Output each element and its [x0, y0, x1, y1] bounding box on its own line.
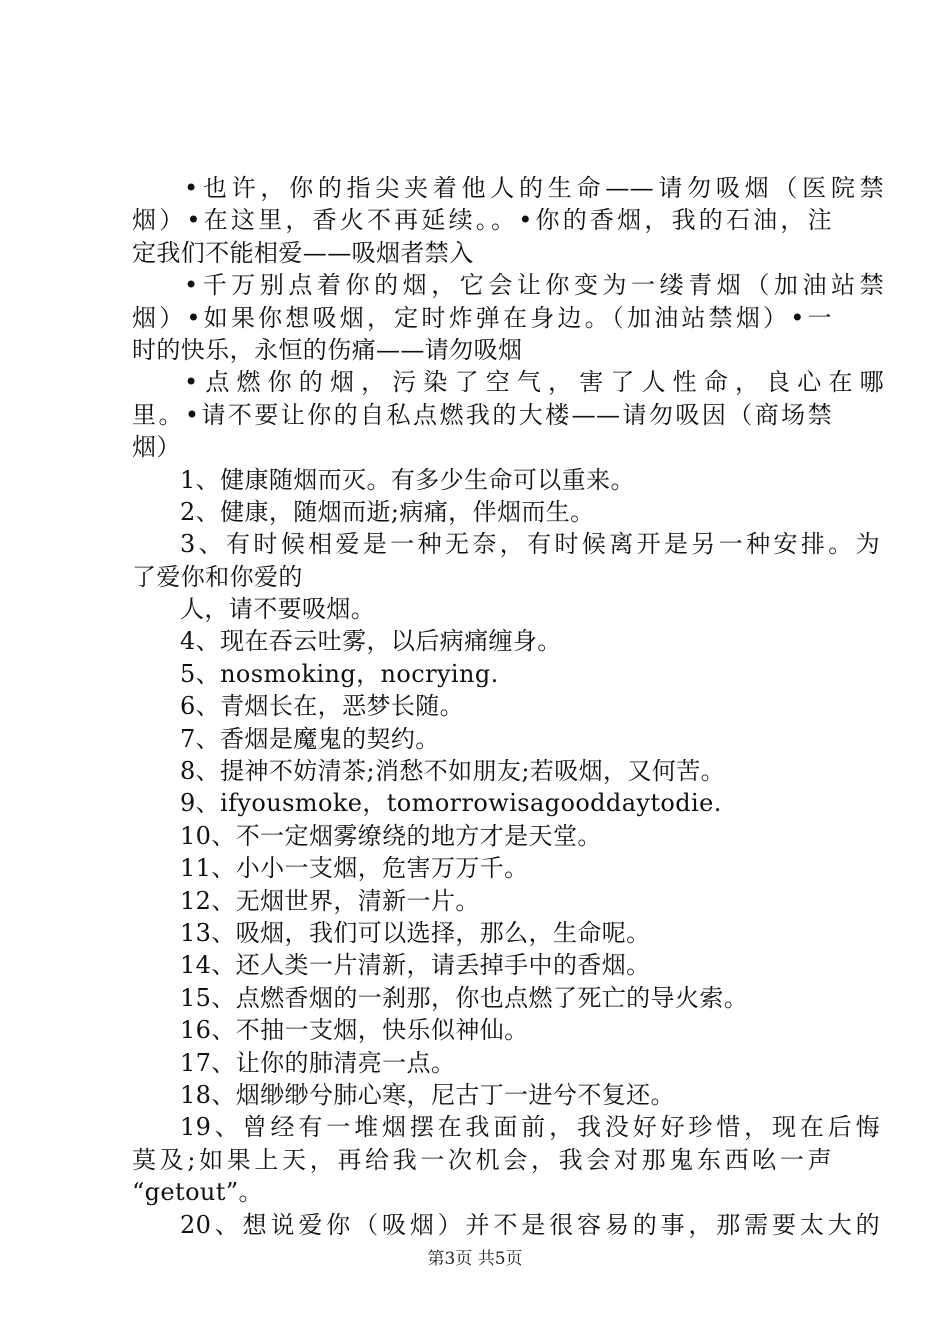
text-line: 人，请不要吸烟。: [180, 595, 376, 624]
list-item: 9、ifyousmoke，tomorrowisagooddaytodie.: [180, 789, 722, 818]
text-line: “getout”。: [132, 1178, 263, 1207]
list-item: 1、健康随烟而灭。有多少生命可以重来。: [180, 465, 635, 494]
list-item: 10、不一定烟雾缭绕的地方才是天堂。: [180, 821, 602, 850]
list-item: 2、健康，随烟而逝;病痛，伴烟而生。: [180, 497, 595, 526]
text-line: 莫及;如果上天，再给我一次机会，我会对那鬼东西吆一声: [132, 1145, 832, 1174]
text-line: 时的快乐，永恒的伤痛——请勿吸烟: [132, 335, 523, 364]
text-line: 烟）•如果你想吸烟，定时炸弹在身边。（加油站禁烟）•一: [132, 303, 832, 332]
list-item: 14、还人类一片清新，请丢掉手中的香烟。: [180, 951, 651, 980]
text-line: 定我们不能相爱——吸烟者禁入: [132, 238, 474, 267]
text-line: •也许，你的指尖夹着他人的生命——请勿吸烟（医院禁: [184, 174, 884, 202]
text-line: •点燃你的烟，污染了空气，害了人性命，良心在哪: [184, 368, 884, 397]
list-item: 5、nosmoking，nocrying.: [180, 659, 499, 688]
list-item: 19、曾经有一堆烟摆在我面前，我没好好珍惜，现在后悔: [180, 1113, 880, 1142]
text-line: •千万别点着你的烟，它会让你变为一缕青烟（加油站禁: [184, 271, 884, 300]
list-item: 6、青烟长在，恶梦长随。: [180, 692, 465, 721]
text-line: 了爱你和你爱的: [132, 562, 303, 591]
text-line: 烟）•在这里，香火不再延续。。•你的香烟，我的石油，注: [132, 206, 832, 235]
text-line: 烟）: [132, 433, 181, 462]
list-item: 3、有时候相爱是一种无奈，有时候离开是另一种安排。为: [180, 530, 880, 559]
list-item: 17、让你的肺清亮一点。: [180, 1048, 456, 1077]
text-line: 里。•请不要让你的自私点燃我的大楼——请勿吸因（商场禁: [132, 400, 832, 429]
document-body: [132, 172, 884, 1241]
page-number-footer: 第3页 共5页: [427, 1249, 523, 1269]
list-item: 8、提神不妨清茶;消愁不如朋友;若吸烟，又何苦。: [180, 757, 726, 786]
list-item: 7、香烟是魔鬼的契约。: [180, 724, 440, 753]
list-item: 12、无烟世界，清新一片。: [180, 886, 480, 915]
list-item: 20、想说爱你（吸烟）并不是很容易的事，那需要太大的: [180, 1210, 880, 1239]
list-item: 16、不抽一支烟，快乐似神仙。: [180, 1016, 529, 1045]
list-item: 13、吸烟，我们可以选择，那么，生命呢。: [180, 918, 651, 947]
list-item: 4、现在吞云吐雾，以后病痛缠身。: [180, 627, 562, 656]
list-item: 11、小小一支烟，危害万万千。: [180, 854, 529, 883]
list-item: 15、点燃香烟的一刹那，你也点燃了死亡的导火索。: [180, 983, 749, 1012]
list-item: 18、烟缈缈兮肺心寒，尼古丁一进兮不复还。: [180, 1080, 675, 1109]
